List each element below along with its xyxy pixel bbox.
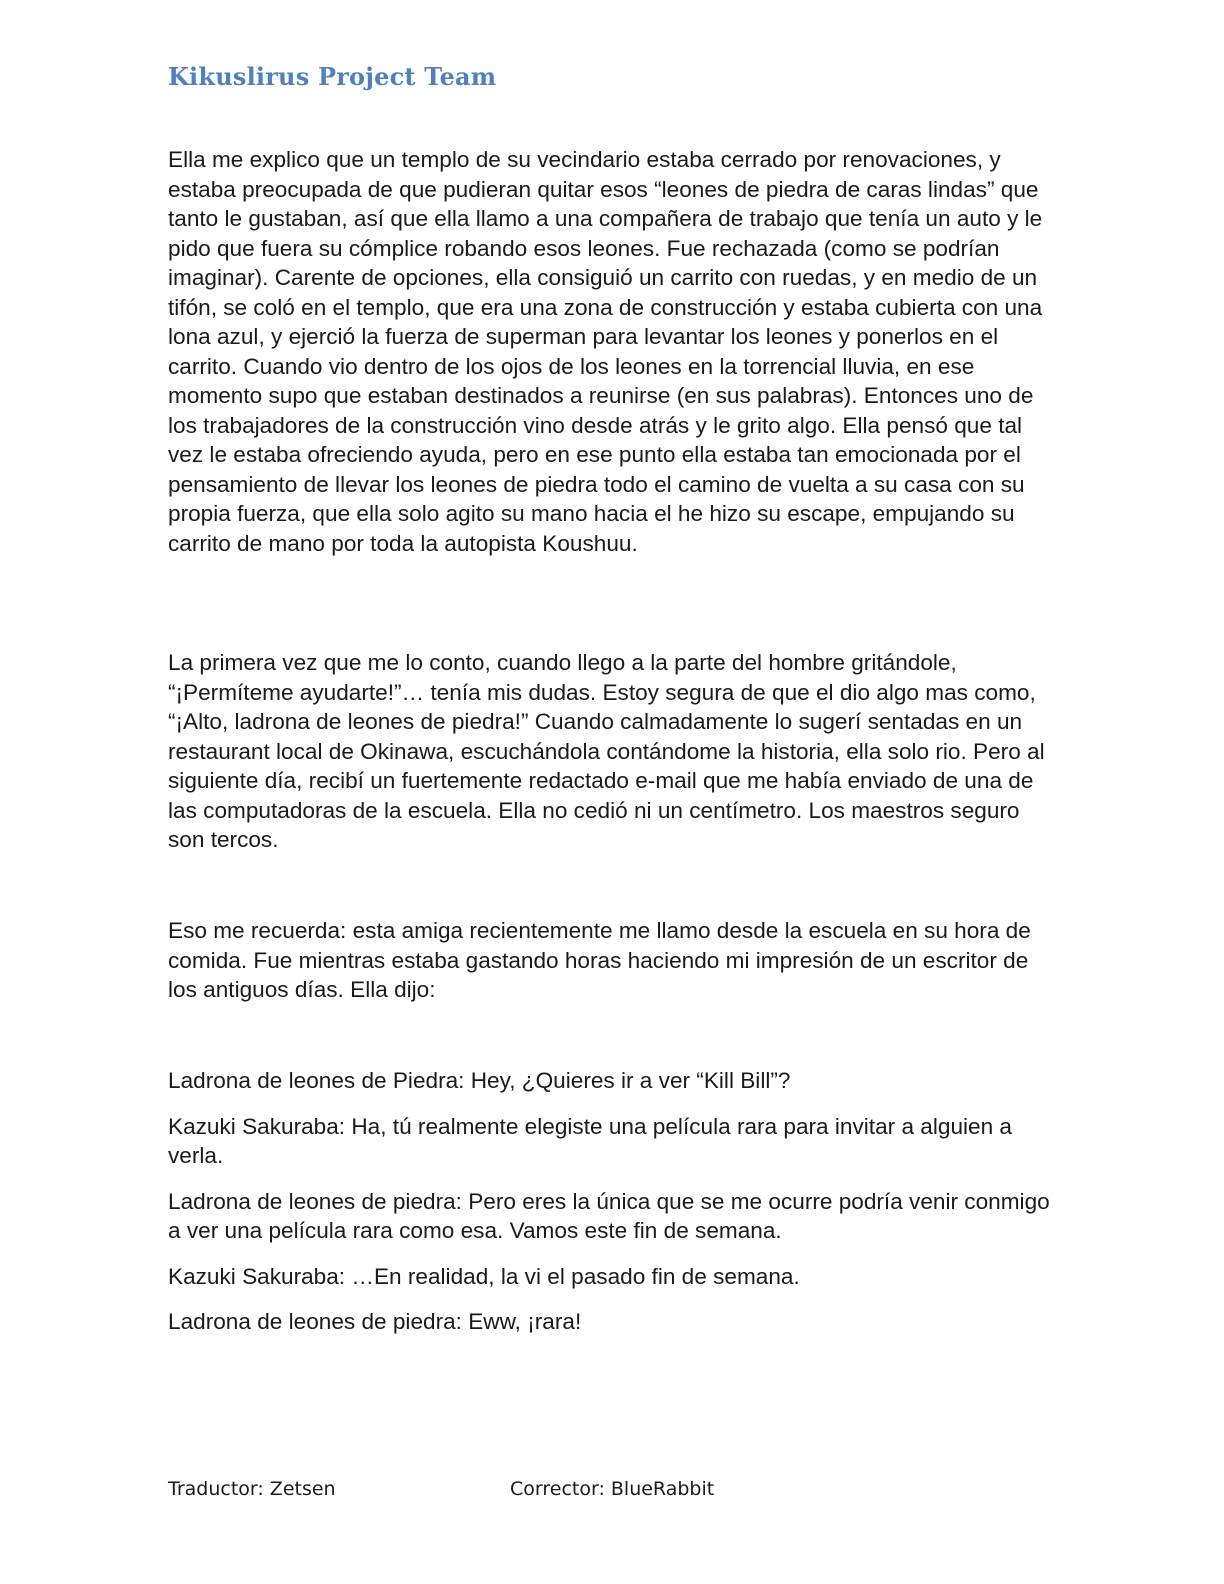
dialogue-line: Kazuki Sakuraba: …En realidad, la vi el pasado fin de semana. (168, 1263, 800, 1289)
body-paragraph: Ella me explico que un templo de su vecindario estaba cerrado por renovaciones, y estaba preocupada de que pudieran quitar esos “leones de piedra de caras lindas” que tanto le gustaban, así que ella llamo a una compañera de trabajo que tenía un auto y le pido que fuera su cómplice robando esos leones. Fue rechazada (como se podrían imaginar). Carente de opciones, ella consiguió un carrito con ruedas, y en medio de un tifón, se coló en el templo, que era una zona de construcción y estaba cubierta con una lona azul, y ejerció la fuerza de superman para levantar los leones y ponerlos en el carrito. Cuando vio dentro de los ojos de los leones en la torrencial lluvia, en ese momento supo que estaban destinados a reunirse (en sus palabras). Entonces uno de los trabajadores de la construcción vino desde atrás y le grito algo. Ella pensó que tal vez le estaba ofreciendo ayuda, pero en ese punto ella estaba tan emocionada por el pensamiento de llevar los leones de piedra todo el camino de vuelta a su casa con su propia fuerza, que ella solo agito su mano hacia el he hizo su escape, empujando su carrito de mano por toda la autopista Koushuu. (168, 147, 1043, 556)
footer-corrector: Corrector: BlueRabbit (510, 1478, 715, 1500)
page-header-title: Kikuslirus Project Team (168, 62, 497, 91)
dialogue-block (168, 1066, 1058, 1353)
dialogue-line: Ladrona de leones de piedra: Pero eres la única que se me ocurre podría venir conmigo a ver una película rara como esa. Vamos este fin de semana. (168, 1188, 1050, 1243)
footer-translator: Traductor: Zetsen (168, 1478, 336, 1500)
body-paragraph: La primera vez que me lo conto, cuando llego a la parte del hombre gritándole, “¡Permíteme ayudarte!”… tenía mis dudas. Estoy segura de que el dio algo mas como, “¡Alto, ladrona de leones de piedra!” Cuando calmadamente lo sugerí sentadas en un restaurant local de Okinawa, escuchándola contándome la historia, ella solo rio. Pero al siguiente día, recibí un fuertemente redactado e-mail que me había enviado de una de las computadoras de la escuela. Ella no cedió ni un centímetro. Los maestros seguro son tercos. (168, 650, 1045, 852)
body-paragraph: Eso me recuerda: esta amiga recientemente me llamo desde la escuela en su hora de comida. Fue mientras estaba gastando horas haciendo mi impresión de un escritor de los antiguos días. Ella dijo: (168, 918, 1031, 1002)
dialogue-line: Kazuki Sakuraba: Ha, tú realmente elegiste una película rara para invitar a alguien a verla. (168, 1113, 1013, 1168)
dialogue-line: Ladrona de leones de Piedra: Hey, ¿Quieres ir a ver “Kill Bill”? (168, 1068, 791, 1093)
dialogue-line: Ladrona de leones de piedra: Eww, ¡rara! (168, 1309, 582, 1334)
